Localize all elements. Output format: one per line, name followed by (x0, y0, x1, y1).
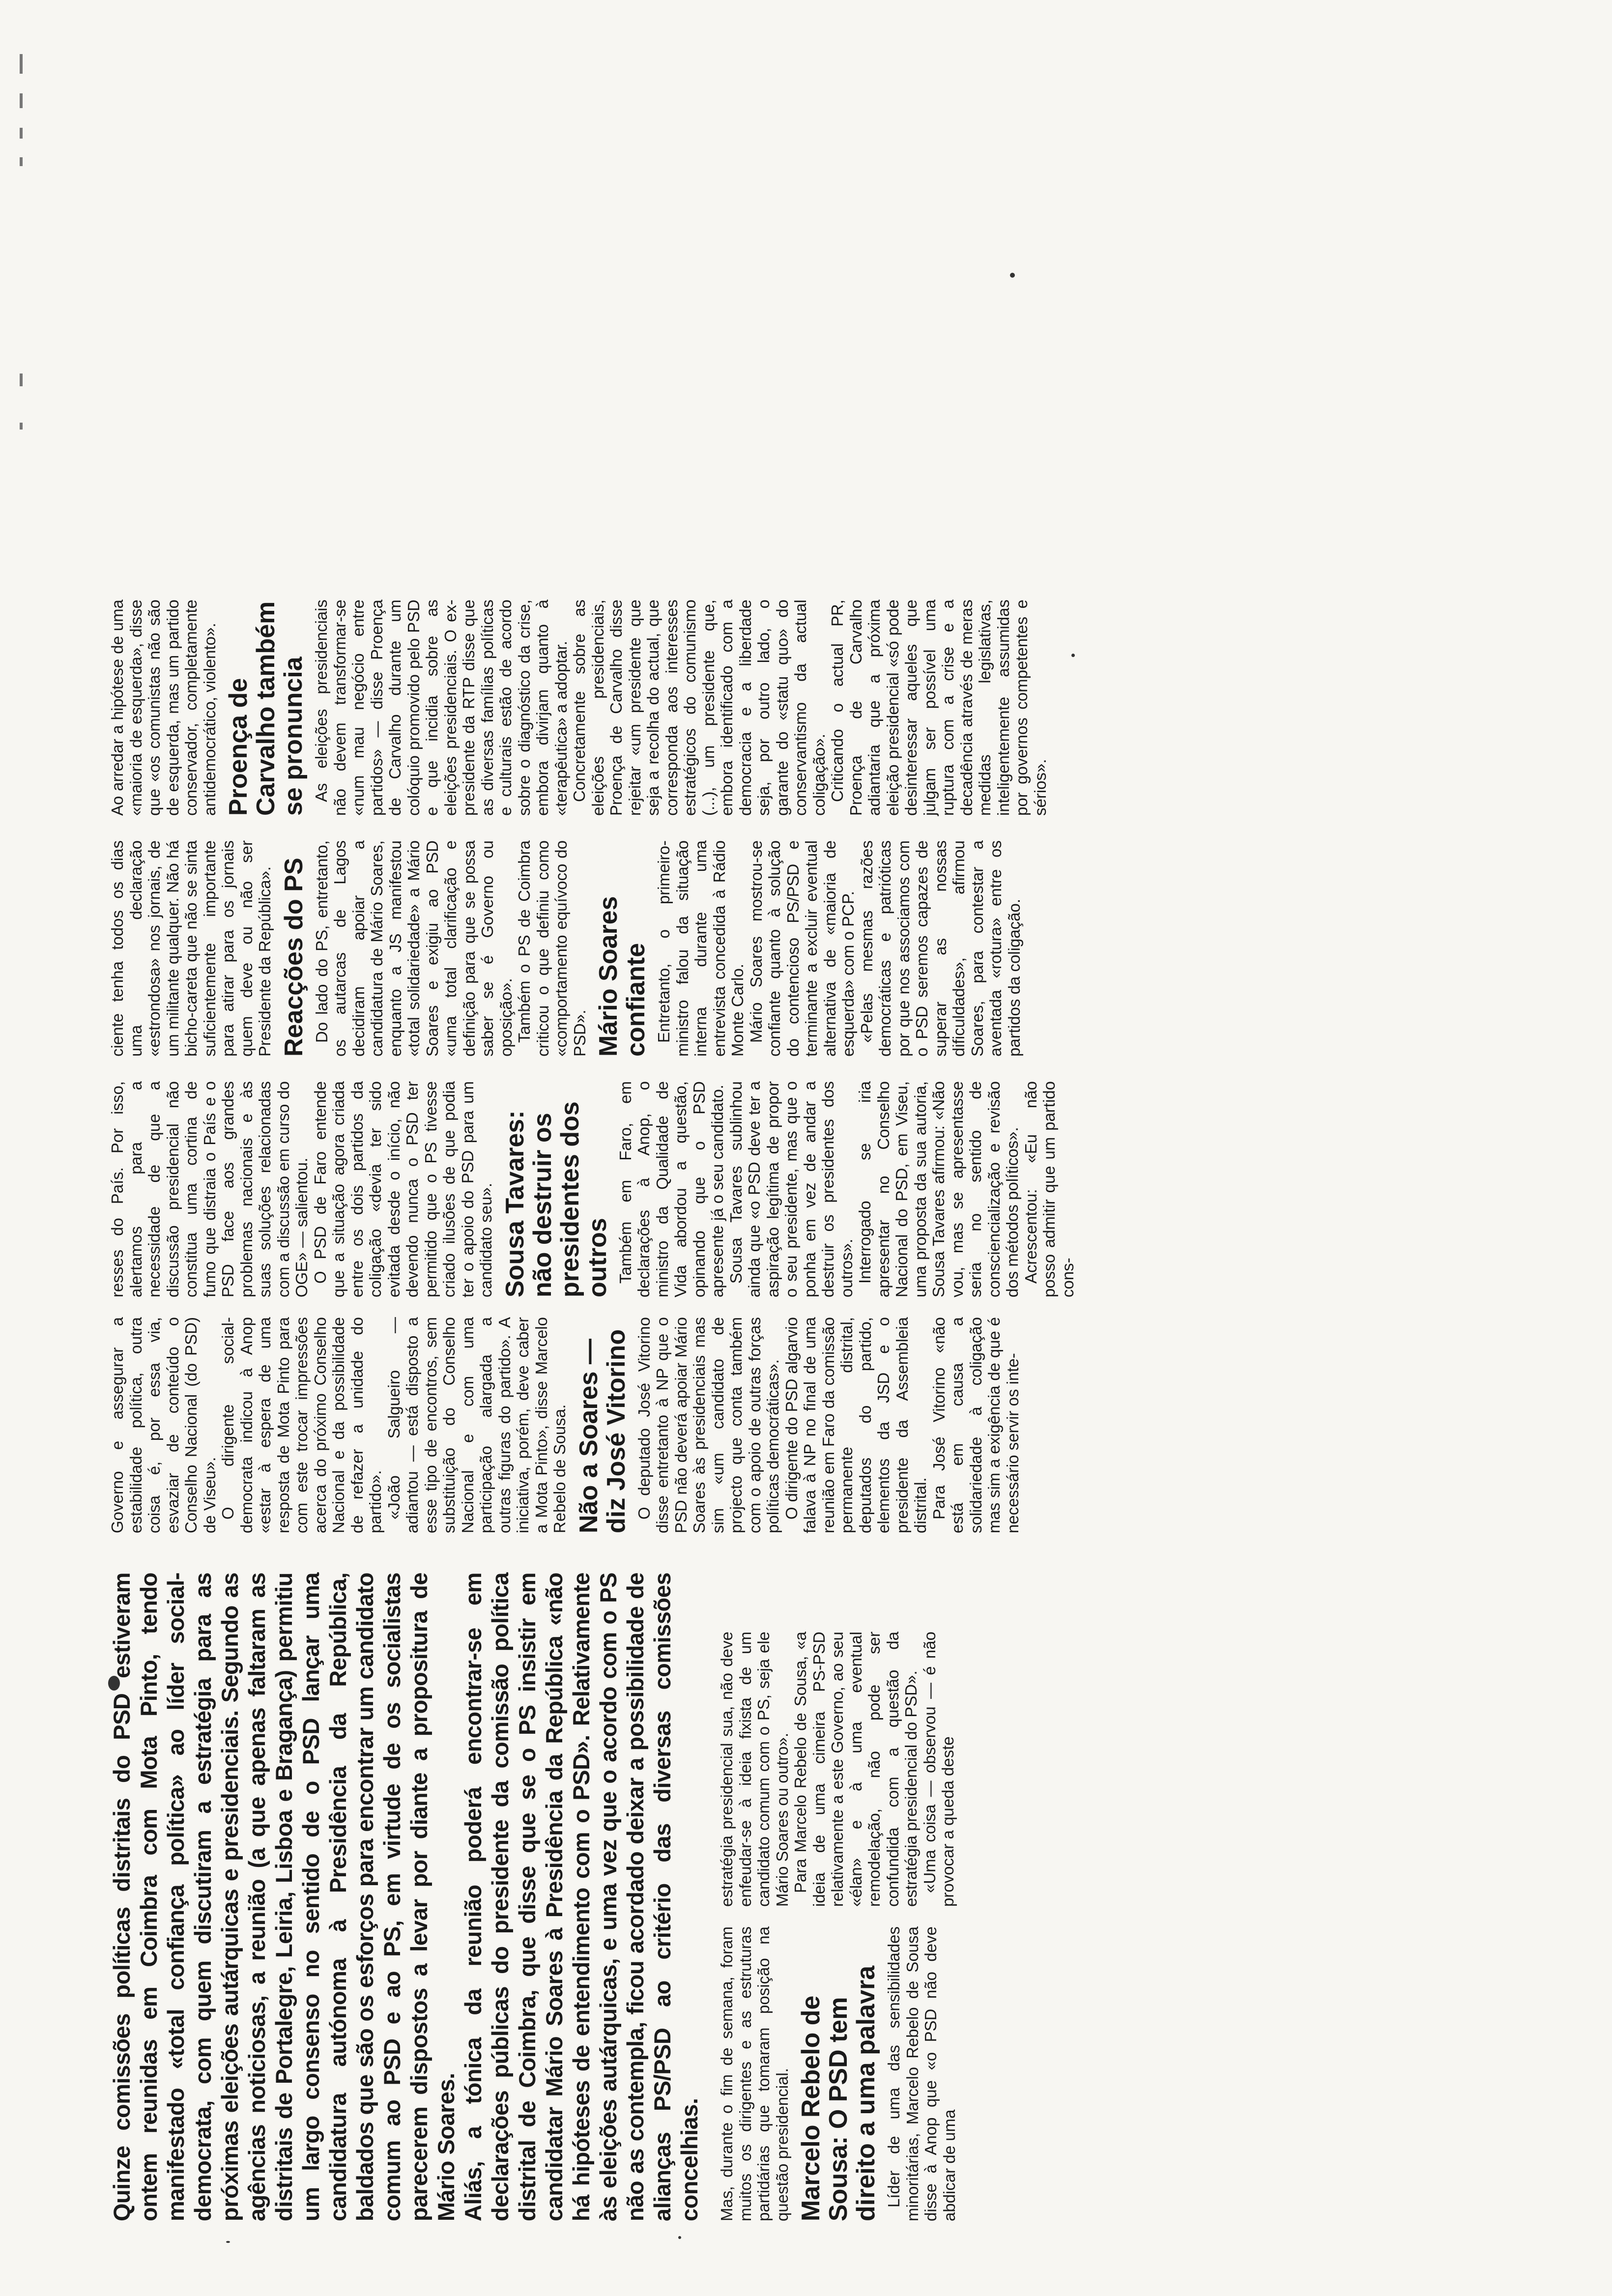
scan-edge-mark (20, 157, 23, 166)
article-column (108, 840, 1023, 1057)
scan-speck (678, 2236, 681, 2239)
body-paragraph: Do lado do PS, entretanto, os autarcas de Lagos decidiram apoiar a candidatura de Mário Soares, enquanto a JS manifestou «total solidariedade» a Mário Soares e exigiu ao PSD «uma total clarificação e definição para que se possa saber se é Governo ou oposição». (312, 840, 515, 1057)
article-column (718, 1926, 958, 2221)
body-paragraph: Para Marcelo Rebelo de Sousa, «a ideia de uma cimeira PS-PSD relativamente a este Governo, ao seu «élan» e à uma eventual remodelação, não pode ser confundida com a questão da estratégia presidencial do PSD». (791, 1632, 920, 1907)
body-paragraph: Ao arredar a hipótese de uma «maioria de esquerda», disse que «os comunistas não são de esquerda, mas um partido conservador, completamente antidemocrático, violento». (108, 600, 219, 816)
body-paragraph: Acrescentou: «Eu não posso admitir que um partido cons- (1021, 1081, 1077, 1297)
body-paragraph: Interrogado se iria apresentar no Conselho Nacional do PSD, em Viseu, uma proposta da sua autoria, Sousa Tavares afirmou: «Não vou, mas se apresentasse seria no sentido de consciencialização e revisão dos métodos políticos». (856, 1081, 1021, 1297)
body-paragraph: Líder de uma das sensibilidades minoritárias, Marcelo Rebelo de Sousa disse à Anop que «o PSD não deve abdicar de uma (885, 1926, 958, 2221)
article-column (108, 600, 1049, 816)
scan-speck (226, 2241, 230, 2243)
rotated-newspaper-article (108, 108, 1189, 2221)
article-column (108, 1081, 1077, 1297)
scan-edge-mark (20, 128, 23, 139)
body-paragraph: Mas, durante o fim de semana, foram muitos os dirigentes e as estruturas partidárias que tomaram posição na questão presidencial. (718, 1926, 791, 2221)
article-lead (108, 1573, 703, 2221)
body-paragraph: Criticando o actual PR, Proença de Carvalho adiantaria que a próxima eleição presidencial «só pode desinteressar aqueles que julgam ser possível uma ruptura com a crise e a decadência através de meras medidas legislativas, inteligentemente assumidas por governos competentes e sérios». (828, 600, 1049, 816)
body-paragraph: O dirigente do PSD algarvio falava à NP no final de uma reunião em Faro da comissão permanente distrital, deputados do partido, elementos da JSD e o presidente da Assembleia distrital. (782, 1317, 929, 1533)
body-paragraph: Sousa Tavares sublinhou ainda que «o PSD deve ter a aspiração legítima de propor o seu presidente, mas que o ponha em vez de andar a destruir os presidentes dos outros». (726, 1081, 856, 1297)
body-paragraph: Também em Faro, em declarações à Anop, o ministro da Qualidade de Vida abordou a questão, opinando que o PSD apresente já o seu candidato. (616, 1081, 726, 1297)
section-subheading: Mário Soares confiante (594, 896, 650, 1057)
body-paragraph: Também o PS de Coimbra criticou o que definiu como «comportamento equívoco do PSD». (515, 840, 589, 1057)
scan-edge-mark (20, 373, 23, 386)
body-paragraph: estratégia presidencial sua, não deve enfeudar-se à ideia fixista de um candidato comum com o PS, seja ele Mário Soares ou outro». (718, 1632, 791, 1907)
section-subheading: Sousa Tavares: não destruir os presidentes dos outros (500, 1101, 612, 1297)
section-subheading: Marcelo Rebelo de Sousa: O PSD tem direito a uma palavra (797, 1965, 880, 2221)
body-paragraph: Concretamente sobre as eleições presidenciais, Proença de Carvalho disse rejeitar «um presidente que seja a recolha do actual, que corresponda aos interesses estratégicos do comunismo (...), um presidente que, embora identificado com a democracia e a liberdade seja, por outro lado, o garante do «statu quo» do conservantismo da actual coligação». (570, 600, 828, 816)
body-paragraph: «Pelas mesmas razões democráticas e patrióticas por que nos associamos com o PSD seremos capazes de superar as nossas dificuldades», afirmou Soares, para contestar a aventada «rotura» entre os partidos da coligação. (857, 840, 1023, 1057)
body-paragraph: resses do País. Por isso, alertamos para a necessidade de que a discussão presidencial não constitua uma cortina de fumo que distraia o País e o PSD face aos grandes problemas nacionais e às suas soluções relacionadas com a discussão em curso do OGE» — salientou. (108, 1081, 311, 1297)
body-paragraph: As eleições presidenciais não devem transformar-se «num mau negócio entre partidos» — disse Proença de Carvalho durante um colóquio promovido pelo PSD e que incidia sobre as eleições presidenciais. O ex-presidente da RTP disse que as diversas famílias políticas e culturais estão de acordo sobre o diagnóstico da crise, embora divirjam quanto à «terapêutica» a adoptar. (312, 600, 570, 816)
section-subheading: Proença de Carvalho também se pronuncia (224, 601, 308, 816)
body-paragraph: «Uma coisa — observou — é não provocar a queda deste (920, 1632, 957, 1907)
body-paragraph: O dirigente social-democrata indicou à Anop «estar à espera de uma resposta de Mota Pinto para com este trocar impressões acerca do próximo Conselho Nacional e da possibilidade de refazer a unidade do partido». (219, 1317, 384, 1533)
lead-paragraph: Aliás, a tónica da reunião poderá encontrar-se em declarações públicas do presidente da comissão política distrital de Coimbra, que disse que se o PS insistir em candidatar Mário Soares à Presidência da República «não há hipóteses de entendimento com o PSD». Relativamente às eleições autárquicas, e uma vez que o acordo com o PS não as contempla, ficou acordado deixar a possibilidade de alianças PS/PSD ao critério das diversas comissões concelhias. (460, 1573, 702, 2221)
body-paragraph: O deputado José Vitorino disse entretanto à NP que o PSD não deverá apoiar Mário Soares às presidenciais mas sim «um candidato de projecto que conta também com o apoio de outras forças políticas democráticas». (634, 1317, 782, 1533)
body-paragraph: Governo e assegurar a estabilidade política, outra coisa é, por essa via, esvaziar de conteúdo o Conselho Nacional (do PSD) de Viseu». (108, 1317, 219, 1533)
body-paragraph: Entretanto, o primeiro-ministro falou da situação interna durante uma entrevista concedida à Rádio Monte Carlo. (655, 840, 747, 1057)
section-subheading: Reacções do PS (279, 858, 308, 1057)
article-column (718, 1632, 957, 1907)
section-subheading: Não a Soares — diz José Vitorino (574, 1329, 631, 1533)
body-paragraph: O PSD de Faro entende que a situação agora criada entre os dois partidos da coligação «devia ter sido evitada desde o início, não devendo nunca o PSD ter permitido que o PS tivesse criado ilusões de que podia ter o apoio do PSD para um candidato seu». (311, 1081, 495, 1297)
body-paragraph: Para José Vitorino «não está em causa a solidariedade à coligação mas sim a exigência de que é necessário servir os inte- (929, 1317, 1022, 1533)
scan-edge-mark (20, 54, 23, 74)
article-column (108, 1317, 1022, 1533)
scan-edge-mark (20, 93, 23, 108)
scan-edge-mark (20, 423, 23, 430)
body-paragraph: «João Salgueiro — adiantou — está disposto a esse tipo de encontros, sem substituição do Conselho Nacional e com uma participação alargada a outras figuras do partido». A iniciativa, porém, deve caber a Mota Pinto», disse Marcelo Rebelo de Sousa. (384, 1317, 569, 1533)
body-paragraph: Mário Soares mostrou-se confiante quanto à solução do contencioso PS/PSD e terminante a excluir eventual alternativa de «maioria de esquerda» com o PCP. (747, 840, 857, 1057)
body-paragraph: ciente tenha todos os dias uma declaração «estrondosa» nos jornais, de um militante qualquer. Não há bicho-careta que não se sinta suficientemente importante para atirar para os jornais quem deve ou não ser Presidente da República». (108, 840, 274, 1057)
lead-paragraph: Quinze comissões políticas distritais do PSD estiveram ontem reunidas em Coimbra com Mota Pinto, tendo manifestado «total confiança política» ao líder social-democrata, com quem discutiram a estratégia para as próximas eleições autárquicas e presidenciais. Segundo as agências noticiosas, a reunião (a que apenas faltaram as distritais de Portalegre, Leiria, Lisboa e Bragança) permitiu um largo consenso no sentido de o PSD lançar uma candidatura autónoma à Presidência da República, baldados que são os esforços para encontrar um candidato comum ao PSD e ao PS, em virtude de os socialistas parecerem dispostos a levar por diante a propositura de Mário Soares. (109, 1573, 459, 2221)
